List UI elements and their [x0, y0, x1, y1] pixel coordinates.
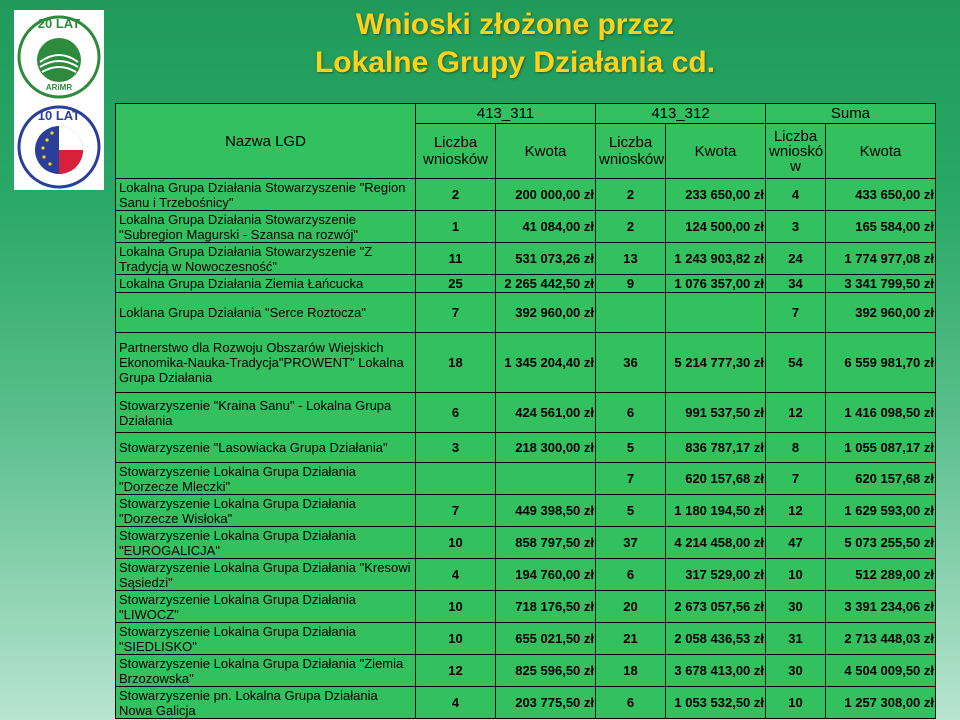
- amount-311-cell: 194 760,00 zł: [496, 559, 596, 591]
- header-amount-311: Kwota: [496, 124, 596, 179]
- count-suma-cell: 12: [766, 393, 826, 433]
- lgd-name-cell: Lokalna Grupa Działania Stowarzyszenie "Subregion Magurski - Szansa na rozwój": [116, 211, 416, 243]
- amount-312-cell: 3 678 413,00 zł: [666, 655, 766, 687]
- amount-suma-cell: 620 157,68 zł: [826, 463, 936, 495]
- lgd-name-cell: Partnerstwo dla Rozwoju Obszarów Wiejskich Ekonomika-Nauka-Tradycja"PROWENT" Lokalna Grupa Działania: [116, 333, 416, 393]
- lgd-name-cell: Stowarzyszenie Lokalna Grupa Działania "Kresowi Sąsiedzi": [116, 559, 416, 591]
- table-row: [116, 393, 936, 433]
- table-row: [116, 527, 936, 559]
- count-312-cell: 6: [596, 687, 666, 719]
- table-row: [116, 591, 936, 623]
- count-suma-cell: 54: [766, 333, 826, 393]
- svg-text:20 LAT: 20 LAT: [37, 16, 81, 31]
- amount-suma-cell: 1 629 593,00 zł: [826, 495, 936, 527]
- count-suma-cell: 3: [766, 211, 826, 243]
- amount-suma-cell: 3 391 234,06 zł: [826, 591, 936, 623]
- count-311-cell: 6: [416, 393, 496, 433]
- amount-suma-cell: 1 416 098,50 zł: [826, 393, 936, 433]
- amount-311-cell: 392 960,00 zł: [496, 293, 596, 333]
- count-312-cell: 36: [596, 333, 666, 393]
- amount-311-cell: 655 021,50 zł: [496, 623, 596, 655]
- count-312-cell: 21: [596, 623, 666, 655]
- amount-312-cell: 1 053 532,50 zł: [666, 687, 766, 719]
- table-row: [116, 179, 936, 211]
- lgd-name-cell: Stowarzyszenie Lokalna Grupa Działania "Dorzecze Wisłoka": [116, 495, 416, 527]
- svg-text:ARiMR: ARiMR: [45, 83, 73, 92]
- eu-10-lat-logo-icon: [14, 100, 104, 190]
- amount-311-cell: 424 561,00 zł: [496, 393, 596, 433]
- table-row: [116, 275, 936, 293]
- count-312-cell: 7: [596, 463, 666, 495]
- lgd-name-cell: Loklana Grupa Działania "Serce Roztocza": [116, 293, 416, 333]
- amount-312-cell: 1 180 194,50 zł: [666, 495, 766, 527]
- amount-suma-cell: 2 713 448,03 zł: [826, 623, 936, 655]
- count-311-cell: 1: [416, 211, 496, 243]
- count-311-cell: 25: [416, 275, 496, 293]
- count-311-cell: 4: [416, 687, 496, 719]
- count-suma-cell: 7: [766, 293, 826, 333]
- count-312-cell: 37: [596, 527, 666, 559]
- count-311-cell: [416, 463, 496, 495]
- amount-312-cell: 4 214 458,00 zł: [666, 527, 766, 559]
- amount-suma-cell: 4 504 009,50 zł: [826, 655, 936, 687]
- amount-312-cell: 620 157,68 zł: [666, 463, 766, 495]
- amount-311-cell: 41 084,00 zł: [496, 211, 596, 243]
- lgd-name-cell: Stowarzyszenie Lokalna Grupa Działania "Dorzecze Mleczki": [116, 463, 416, 495]
- count-312-cell: 5: [596, 433, 666, 463]
- table-row: [116, 687, 936, 719]
- lgd-name-cell: Lokalna Grupa Działania Stowarzyszenie "Z Tradycją w Nowoczesność": [116, 243, 416, 275]
- svg-text:10 LAT: 10 LAT: [37, 108, 81, 123]
- table-row: [116, 211, 936, 243]
- amount-311-cell: 2 265 442,50 zł: [496, 275, 596, 293]
- header-count-311: Liczba wniosków: [416, 124, 496, 179]
- arimr-20-lat-logo-icon: [14, 10, 104, 100]
- count-312-cell: 5: [596, 495, 666, 527]
- amount-suma-cell: 165 584,00 zł: [826, 211, 936, 243]
- amount-suma-cell: 3 341 799,50 zł: [826, 275, 936, 293]
- count-suma-cell: 4: [766, 179, 826, 211]
- amount-312-cell: 2 673 057,56 zł: [666, 591, 766, 623]
- count-312-cell: 9: [596, 275, 666, 293]
- amount-312-cell: 317 529,00 zł: [666, 559, 766, 591]
- amount-312-cell: [666, 293, 766, 333]
- count-suma-cell: 12: [766, 495, 826, 527]
- count-311-cell: 12: [416, 655, 496, 687]
- header-amount-suma: Kwota: [826, 124, 936, 179]
- count-suma-cell: 47: [766, 527, 826, 559]
- amount-311-cell: 449 398,50 zł: [496, 495, 596, 527]
- amount-311-cell: 203 775,50 zł: [496, 687, 596, 719]
- amount-311-cell: 218 300,00 zł: [496, 433, 596, 463]
- amount-311-cell: 531 073,26 zł: [496, 243, 596, 275]
- table-row: [116, 293, 936, 333]
- count-311-cell: 18: [416, 333, 496, 393]
- lgd-name-cell: Lokalna Grupa Działania Stowarzyszenie "Region Sanu i Trzebośnicy": [116, 179, 416, 211]
- amount-312-cell: 1 243 903,82 zł: [666, 243, 766, 275]
- header-count-312: Liczba wniosków: [596, 124, 666, 179]
- header-lgd-name: Nazwa LGD: [116, 104, 416, 179]
- count-311-cell: 10: [416, 623, 496, 655]
- amount-311-cell: [496, 463, 596, 495]
- lgd-applications-table: [115, 103, 936, 719]
- header-group-413-311: 413_311: [416, 104, 596, 124]
- count-311-cell: 7: [416, 495, 496, 527]
- amount-312-cell: 5 214 777,30 zł: [666, 333, 766, 393]
- count-suma-cell: 10: [766, 559, 826, 591]
- count-suma-cell: 30: [766, 591, 826, 623]
- count-312-cell: 20: [596, 591, 666, 623]
- amount-suma-cell: 1 774 977,08 zł: [826, 243, 936, 275]
- lgd-name-cell: Stowarzyszenie Lokalna Grupa Działania "LIWOCZ": [116, 591, 416, 623]
- count-311-cell: 7: [416, 293, 496, 333]
- table-row: [116, 559, 936, 591]
- count-311-cell: 11: [416, 243, 496, 275]
- count-312-cell: 18: [596, 655, 666, 687]
- lgd-name-cell: Stowarzyszenie Lokalna Grupa Działania "Ziemia Brzozowska": [116, 655, 416, 687]
- header-group-suma: Suma: [766, 104, 936, 124]
- count-suma-cell: 8: [766, 433, 826, 463]
- amount-312-cell: 124 500,00 zł: [666, 211, 766, 243]
- table-row: [116, 243, 936, 275]
- amount-311-cell: 200 000,00 zł: [496, 179, 596, 211]
- count-suma-cell: 30: [766, 655, 826, 687]
- title-line-1: Wnioski złożone przez: [355, 8, 675, 41]
- amount-suma-cell: 1 257 308,00 zł: [826, 687, 936, 719]
- lgd-name-cell: Stowarzyszenie "Kraina Sanu" - Lokalna Grupa Działania: [116, 393, 416, 433]
- count-312-cell: [596, 293, 666, 333]
- count-suma-cell: 10: [766, 687, 826, 719]
- count-311-cell: 4: [416, 559, 496, 591]
- count-312-cell: 2: [596, 211, 666, 243]
- amount-312-cell: 233 650,00 zł: [666, 179, 766, 211]
- amount-311-cell: 825 596,50 zł: [496, 655, 596, 687]
- table-row: [116, 433, 936, 463]
- count-312-cell: 6: [596, 559, 666, 591]
- header-count-suma: Liczba wnioskó w: [766, 124, 826, 179]
- header-group-413-312: 413_312: [596, 104, 766, 124]
- count-suma-cell: 31: [766, 623, 826, 655]
- lgd-name-cell: Stowarzyszenie Lokalna Grupa Działania "SIEDLISKO": [116, 623, 416, 655]
- title-line-2: Lokalne Grupy Działania cd.: [314, 46, 716, 79]
- count-311-cell: 2: [416, 179, 496, 211]
- table-row: [116, 623, 936, 655]
- count-312-cell: 2: [596, 179, 666, 211]
- lgd-name-cell: Lokalna Grupa Działania Ziemia Łańcucka: [116, 275, 416, 293]
- table-row: [116, 333, 936, 393]
- amount-suma-cell: 1 055 087,17 zł: [826, 433, 936, 463]
- table-row: [116, 655, 936, 687]
- amount-312-cell: 836 787,17 zł: [666, 433, 766, 463]
- amount-311-cell: 718 176,50 zł: [496, 591, 596, 623]
- lgd-name-cell: Stowarzyszenie pn. Lokalna Grupa Działania Nowa Galicja: [116, 687, 416, 719]
- count-312-cell: 6: [596, 393, 666, 433]
- header-amount-312: Kwota: [666, 124, 766, 179]
- lgd-name-cell: Stowarzyszenie Lokalna Grupa Działania "EUROGALICJA": [116, 527, 416, 559]
- amount-312-cell: 991 537,50 zł: [666, 393, 766, 433]
- table-row: [116, 495, 936, 527]
- count-suma-cell: 24: [766, 243, 826, 275]
- amount-312-cell: 1 076 357,00 zł: [666, 275, 766, 293]
- count-suma-cell: 7: [766, 463, 826, 495]
- count-suma-cell: 34: [766, 275, 826, 293]
- page-title: [240, 6, 790, 82]
- table-row: [116, 463, 936, 495]
- amount-suma-cell: 512 289,00 zł: [826, 559, 936, 591]
- amount-suma-cell: 392 960,00 zł: [826, 293, 936, 333]
- count-311-cell: 10: [416, 527, 496, 559]
- count-311-cell: 3: [416, 433, 496, 463]
- amount-312-cell: 2 058 436,53 zł: [666, 623, 766, 655]
- amount-suma-cell: 433 650,00 zł: [826, 179, 936, 211]
- count-311-cell: 10: [416, 591, 496, 623]
- amount-suma-cell: 6 559 981,70 zł: [826, 333, 936, 393]
- amount-suma-cell: 5 073 255,50 zł: [826, 527, 936, 559]
- amount-311-cell: 858 797,50 zł: [496, 527, 596, 559]
- count-312-cell: 13: [596, 243, 666, 275]
- lgd-name-cell: Stowarzyszenie "Lasowiacka Grupa Działania": [116, 433, 416, 463]
- amount-311-cell: 1 345 204,40 zł: [496, 333, 596, 393]
